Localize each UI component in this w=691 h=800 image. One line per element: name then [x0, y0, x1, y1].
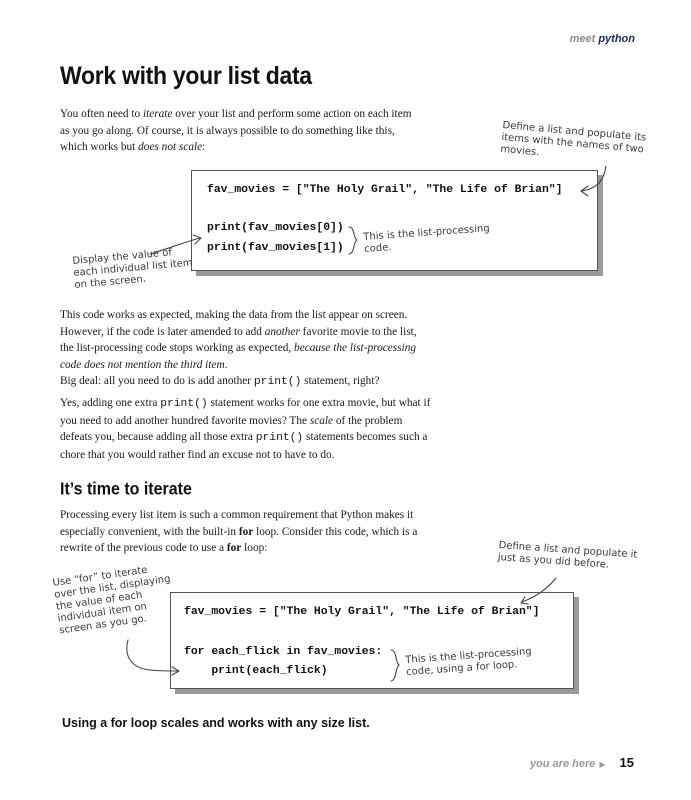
code1-line2: print(fav_movies[0]) — [207, 222, 344, 234]
section-header-part2: python — [598, 33, 635, 45]
note-use-for: Use “for” to iterate over the list, displaying the value of each individual item on screen as you go. — [52, 564, 172, 637]
code1-line1: fav_movies = ["The Holy Grail", "The Life of Brian"] — [207, 184, 563, 196]
page-footer — [530, 754, 634, 772]
code2-line3: print(each_flick) — [184, 665, 328, 677]
paragraph-scale: Yes, adding one extra print() statement works for one extra movie, but what if you need to add another hundred favorite movies? The scale of the problem defeats you, because adding all those extra print() statements becomes such a chore that you would rather find an excuse not to have to do. — [60, 397, 431, 461]
summary-text: Using a for loop scales and works with any size list. — [62, 716, 370, 730]
code2-line2: for each_flick in fav_movies: — [184, 646, 383, 658]
note-define-list-2: Define a list and populate it just as you did before. — [497, 540, 638, 571]
section-header-part1: meet — [569, 33, 596, 45]
page-number: 15 — [619, 755, 634, 770]
note-display-values: Display the value of each individual list item on the screen. — [72, 247, 194, 291]
code1-line3: print(fav_movies[1]) — [207, 242, 344, 254]
triangle-right-icon: ▶ — [599, 760, 606, 769]
paragraph-big-deal: Big deal: all you need to do is add another print() statement, right? — [60, 375, 380, 388]
code2-line1: fav_movies = ["The Holy Grail", "The Life of Brian"] — [184, 606, 540, 618]
note-list-processing-2: This is the list-processing code, using a for loop. — [405, 646, 533, 678]
footer-you-are-here: you are here — [529, 758, 596, 770]
intro-paragraph: You often need to iterate over your list and perform some action on each item as you go along. Of course, it is always possible to do something like this, which works but does not scale: — [60, 108, 412, 153]
note-define-list: Define a list and populate its items with the names of two movies. — [499, 120, 647, 159]
paragraph-for-loop: Processing every list item is such a common requirement that Python makes it especially convenient, with the built-in for loop. Consider this code, which is a rewrite of the previous code to use a for loop: — [60, 509, 418, 554]
page-title: Work with your list data — [60, 60, 312, 90]
paragraph-amended: This code works as expected, making the data from the list appear on screen. However, if the code is later amended to add another favorite movie to the list, the list-processing code stops working as expected, because the list-processing code does not mention the third item. — [60, 309, 417, 371]
section-subtitle: It’s time to iterate — [60, 480, 192, 499]
section-header — [570, 33, 635, 45]
note-list-processing: This is the list-processing code. — [363, 223, 491, 255]
